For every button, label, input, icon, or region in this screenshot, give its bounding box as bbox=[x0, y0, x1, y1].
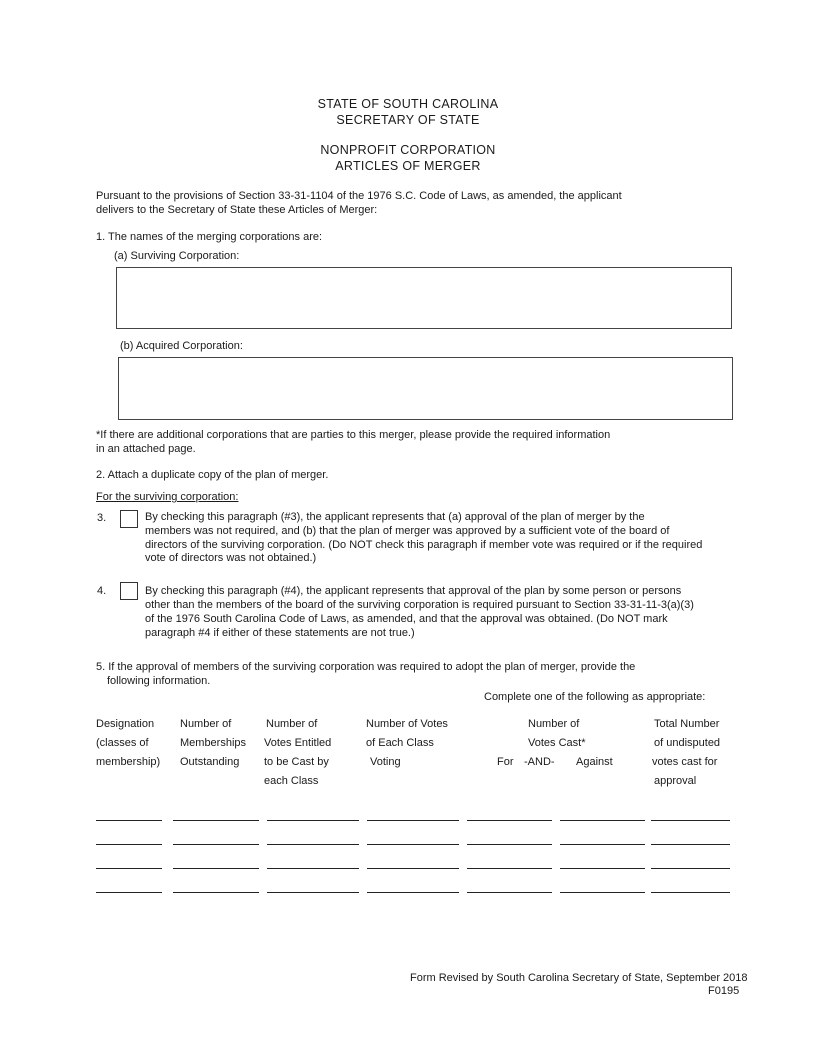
item4-text-1: By checking this paragraph (#4), the applicant represents that approval of the plan by some person or persons bbox=[145, 585, 682, 597]
col-votes-against: Against bbox=[576, 756, 613, 768]
table-cell-blank[interactable] bbox=[173, 844, 259, 845]
table-cell-blank[interactable] bbox=[96, 820, 162, 821]
table-cell-blank[interactable] bbox=[367, 868, 459, 869]
table-cell-blank[interactable] bbox=[467, 892, 552, 893]
header-office: SECRETARY OF STATE bbox=[336, 113, 480, 127]
col-votes-cast-1: Number of bbox=[528, 718, 580, 730]
acquired-corporation-field[interactable] bbox=[118, 357, 733, 420]
col-memberships-1: Number of bbox=[180, 718, 232, 730]
table-cell-blank[interactable] bbox=[173, 892, 259, 893]
form-type-title: NONPROFIT CORPORATION bbox=[320, 143, 496, 157]
table-cell-blank[interactable] bbox=[367, 820, 459, 821]
table-cell-blank[interactable] bbox=[467, 868, 552, 869]
col-designation-1: Designation bbox=[96, 718, 155, 730]
form-name-title: ARTICLES OF MERGER bbox=[335, 159, 481, 173]
item4-text-4: paragraph #4 if either of these statements are not true.) bbox=[145, 627, 415, 639]
item3-checkbox[interactable] bbox=[120, 510, 138, 528]
col-votes-each-class-3: Voting bbox=[370, 756, 401, 768]
acquired-corporation-label: (b) Acquired Corporation: bbox=[120, 340, 243, 352]
item5-text-1: 5. If the approval of members of the surviving corporation was required to adopt the plan of merger, provide the bbox=[96, 661, 636, 673]
table-cell-blank[interactable] bbox=[367, 844, 459, 845]
table-cell-blank[interactable] bbox=[96, 868, 162, 869]
item3-text-2: members was not required, and (b) that the plan of merger was approved by a sufficient vote of the board of bbox=[145, 525, 670, 537]
table-cell-blank[interactable] bbox=[651, 868, 730, 869]
additional-corporations-note-1: *If there are additional corporations that are parties to this merger, please provide the required information bbox=[96, 429, 611, 441]
surviving-corporation-label: (a) Surviving Corporation: bbox=[114, 250, 240, 262]
item3-text-1: By checking this paragraph (#3), the applicant represents that (a) approval of the plan of merger by the bbox=[145, 511, 645, 523]
surviving-corporation-heading: For the surviving corporation: bbox=[96, 491, 239, 503]
table-cell-blank[interactable] bbox=[96, 892, 162, 893]
table-cell-blank[interactable] bbox=[651, 820, 730, 821]
item2-label: 2. Attach a duplicate copy of the plan of merger. bbox=[96, 469, 329, 481]
col-memberships-2: Memberships bbox=[180, 737, 247, 749]
item4-text-3: of the 1976 South Carolina Code of Laws, as amended, and that the approval was obtained. (Do NOT mark bbox=[145, 613, 668, 625]
col-votes-entitled-4: each Class bbox=[264, 775, 319, 787]
item1-label: 1. The names of the merging corporations are: bbox=[96, 231, 323, 243]
table-cell-blank[interactable] bbox=[96, 844, 162, 845]
col-votes-cast-2: Votes Cast* bbox=[528, 737, 586, 749]
table-cell-blank[interactable] bbox=[367, 892, 459, 893]
item3-number: 3. bbox=[97, 512, 107, 524]
table-cell-blank[interactable] bbox=[467, 820, 552, 821]
col-votes-and: -AND- bbox=[524, 756, 555, 768]
table-cell-blank[interactable] bbox=[560, 892, 645, 893]
table-cell-blank[interactable] bbox=[651, 844, 730, 845]
col-designation-3: membership) bbox=[96, 756, 161, 768]
col-votes-entitled-2: Votes Entitled bbox=[264, 737, 332, 749]
col-votes-each-class-2: of Each Class bbox=[366, 737, 434, 749]
additional-corporations-note-2: in an attached page. bbox=[96, 443, 196, 455]
col-total-1: Total Number bbox=[654, 718, 720, 730]
col-votes-each-class-1: Number of Votes bbox=[366, 718, 448, 730]
item4-number: 4. bbox=[97, 585, 107, 597]
item3-text-4: vote of directors was not obtained.) bbox=[145, 552, 317, 564]
table-cell-blank[interactable] bbox=[267, 868, 359, 869]
intro-line-1: Pursuant to the provisions of Section 33-31-1104 of the 1976 S.C. Code of Laws, as amended, the applicant bbox=[96, 190, 622, 202]
table-cell-blank[interactable] bbox=[560, 820, 645, 821]
table-cell-blank[interactable] bbox=[560, 868, 645, 869]
intro-line-2: delivers to the Secretary of State these Articles of Merger: bbox=[96, 204, 378, 216]
col-votes-for: For bbox=[497, 756, 514, 768]
item3-text-3: directors of the surviving corporation. (Do NOT check this paragraph if member vote was required or if the required bbox=[145, 539, 703, 551]
table-cell-blank[interactable] bbox=[173, 868, 259, 869]
complete-one-note: Complete one of the following as appropriate: bbox=[484, 691, 706, 703]
surviving-corporation-field[interactable] bbox=[116, 267, 732, 329]
table-cell-blank[interactable] bbox=[173, 820, 259, 821]
item4-checkbox[interactable] bbox=[120, 582, 138, 600]
col-total-3: votes cast for bbox=[652, 756, 718, 768]
col-total-2: of undisputed bbox=[654, 737, 721, 749]
col-designation-2: (classes of bbox=[96, 737, 149, 749]
header-state: STATE OF SOUTH CAROLINA bbox=[317, 97, 499, 111]
table-cell-blank[interactable] bbox=[267, 820, 359, 821]
table-cell-blank[interactable] bbox=[267, 844, 359, 845]
col-votes-entitled-3: to be Cast by bbox=[264, 756, 329, 768]
table-cell-blank[interactable] bbox=[560, 844, 645, 845]
form-revision: Form Revised by South Carolina Secretary of State, September 2018 bbox=[410, 972, 748, 984]
table-cell-blank[interactable] bbox=[651, 892, 730, 893]
col-total-4: approval bbox=[654, 775, 697, 787]
item5-text-2: following information. bbox=[107, 675, 211, 687]
form-number: F0195 bbox=[708, 985, 740, 997]
table-cell-blank[interactable] bbox=[267, 892, 359, 893]
item4-text-2: other than the members of the board of the surviving corporation is required pursuant to Section 33-31-11-3(a)(3) bbox=[145, 599, 694, 611]
table-cell-blank[interactable] bbox=[467, 844, 552, 845]
col-memberships-3: Outstanding bbox=[180, 756, 240, 768]
col-votes-entitled-1: Number of bbox=[266, 718, 318, 730]
